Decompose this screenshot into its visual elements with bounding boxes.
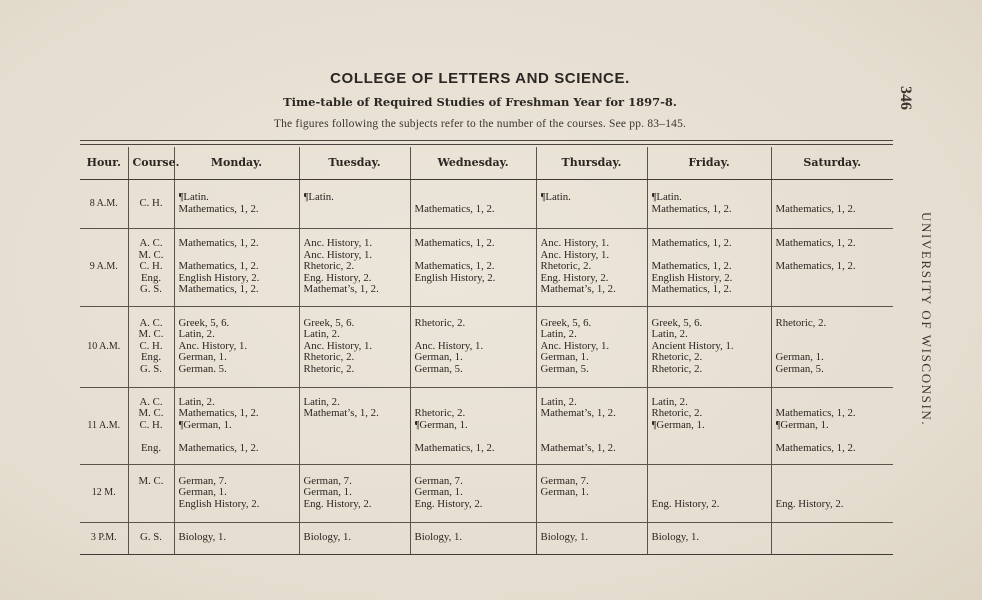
hour-cell: 10 A.M. <box>80 306 128 387</box>
col-header-friday: Friday. <box>647 147 771 179</box>
timetable <box>80 147 893 555</box>
course-number-note: The figures following the subjects refer to the number of the courses. See pp. 83–145. <box>273 118 687 130</box>
col-header-monday: Monday. <box>174 147 299 179</box>
page-number: 346 <box>897 86 914 110</box>
thursday-cell: Anc. History, 1. Anc. History, 1. Rhetoric, 2. Eng. History, 2. Mathemat’s, 1, 2. <box>536 228 647 306</box>
wednesday-cell: Biology, 1. <box>410 522 536 554</box>
header-row <box>80 147 893 179</box>
row-9am <box>80 228 893 306</box>
friday-cell: Eng. History, 2. <box>647 464 771 522</box>
tuesday-cell: Anc. History, 1. Anc. History, 1. Rhetoric, 2. Eng. History, 2. Mathemat’s, 1, 2. <box>299 228 410 306</box>
course-cell: A. C. M. C. C. H. Eng. G. S. <box>128 306 174 387</box>
wednesday-cell: Mathematics, 1, 2. <box>410 179 536 228</box>
row-8am <box>80 179 893 228</box>
thursday-cell: Greek, 5, 6. Latin, 2. Anc. History, 1. German, 1. German, 5. <box>536 306 647 387</box>
running-side-header: UNIVERSITY OF WISCONSIN. <box>919 212 934 427</box>
col-header-thursday: Thursday. <box>536 147 647 179</box>
friday-cell: Latin, 2. Rhetoric, 2. ¶German, 1. <box>647 387 771 464</box>
saturday-cell: Mathematics, 1, 2. <box>771 179 893 228</box>
top-rule <box>80 140 893 141</box>
row-3pm <box>80 522 893 554</box>
tuesday-cell: ¶Latin. <box>299 179 410 228</box>
thursday-cell: ¶Latin. <box>536 179 647 228</box>
wednesday-cell: Rhetoric, 2. ¶German, 1. Mathematics, 1, 2. <box>410 387 536 464</box>
monday-cell: Latin, 2. Mathematics, 1, 2. ¶German, 1. Mathematics, 1, 2. <box>174 387 299 464</box>
monday-cell: Greek, 5, 6. Latin, 2. Anc. History, 1. German, 1. German. 5. <box>174 306 299 387</box>
course-cell: C. H. <box>128 179 174 228</box>
course-cell: A. C. M. C. C. H. Eng. G. S. <box>128 228 174 306</box>
col-header-wednesday: Wednesday. <box>410 147 536 179</box>
row-11am <box>80 387 893 464</box>
saturday-cell: Rhetoric, 2. German, 1. German, 5. <box>771 306 893 387</box>
row-10am <box>80 306 893 387</box>
tuesday-cell: Latin, 2. Mathemat’s, 1, 2. <box>299 387 410 464</box>
tuesday-cell: German, 7. German, 1. Eng. History, 2. <box>299 464 410 522</box>
saturday-cell: Mathematics, 1, 2. Mathematics, 1, 2. <box>771 228 893 306</box>
top-rule-thin <box>80 144 893 145</box>
monday-cell: Biology, 1. <box>174 522 299 554</box>
course-cell: M. C. <box>128 464 174 522</box>
tuesday-cell: Biology, 1. <box>299 522 410 554</box>
course-cell: A. C. M. C. C. H. Eng. <box>128 387 174 464</box>
saturday-cell <box>771 522 893 554</box>
monday-cell: Mathematics, 1, 2. Mathematics, 1, 2. English History, 2. Mathematics, 1, 2. <box>174 228 299 306</box>
tuesday-cell: Greek, 5, 6. Latin, 2. Anc. History, 1. Rhetoric, 2. Rhetoric, 2. <box>299 306 410 387</box>
monday-cell: ¶Latin. Mathematics, 1, 2. <box>174 179 299 228</box>
hour-cell: 9 A.M. <box>80 228 128 306</box>
saturday-cell: Mathematics, 1, 2. ¶German, 1. Mathematics, 1, 2. <box>771 387 893 464</box>
friday-cell: Mathematics, 1, 2. Mathematics, 1, 2. English History, 2. Mathematics, 1, 2. <box>647 228 771 306</box>
row-12m <box>80 464 893 522</box>
hour-cell: 11 A.M. <box>80 387 128 464</box>
friday-cell: Greek, 5, 6. Latin, 2. Ancient History, 1. Rhetoric, 2. Rhetoric, 2. <box>647 306 771 387</box>
page-subtitle: Time-table of Required Studies of Freshman Year for 1897-8. <box>283 95 677 109</box>
thursday-cell: German, 7. German, 1. <box>536 464 647 522</box>
thursday-cell: Latin, 2. Mathemat’s, 1, 2. Mathemat’s, 1, 2. <box>536 387 647 464</box>
friday-cell: ¶Latin. Mathematics, 1, 2. <box>647 179 771 228</box>
wednesday-cell: Mathematics, 1, 2. Mathematics, 1, 2. English History, 2. <box>410 228 536 306</box>
col-header-saturday: Saturday. <box>771 147 893 179</box>
saturday-cell: Eng. History, 2. <box>771 464 893 522</box>
wednesday-cell: Rhetoric, 2. Anc. History, 1. German, 1. German, 5. <box>410 306 536 387</box>
hour-cell: 3 P.M. <box>80 522 128 554</box>
col-header-course: Course. <box>128 147 174 179</box>
hour-cell: 8 A.M. <box>80 179 128 228</box>
thursday-cell: Biology, 1. <box>536 522 647 554</box>
col-header-tuesday: Tuesday. <box>299 147 410 179</box>
hour-cell: 12 M. <box>80 464 128 522</box>
friday-cell: Biology, 1. <box>647 522 771 554</box>
monday-cell: German, 7. German, 1. English History, 2. <box>174 464 299 522</box>
col-header-hour: Hour. <box>80 147 128 179</box>
course-cell: G. S. <box>128 522 174 554</box>
page-title: COLLEGE OF LETTERS AND SCIENCE. <box>330 70 630 87</box>
wednesday-cell: German, 7. German, 1. Eng. History, 2. <box>410 464 536 522</box>
